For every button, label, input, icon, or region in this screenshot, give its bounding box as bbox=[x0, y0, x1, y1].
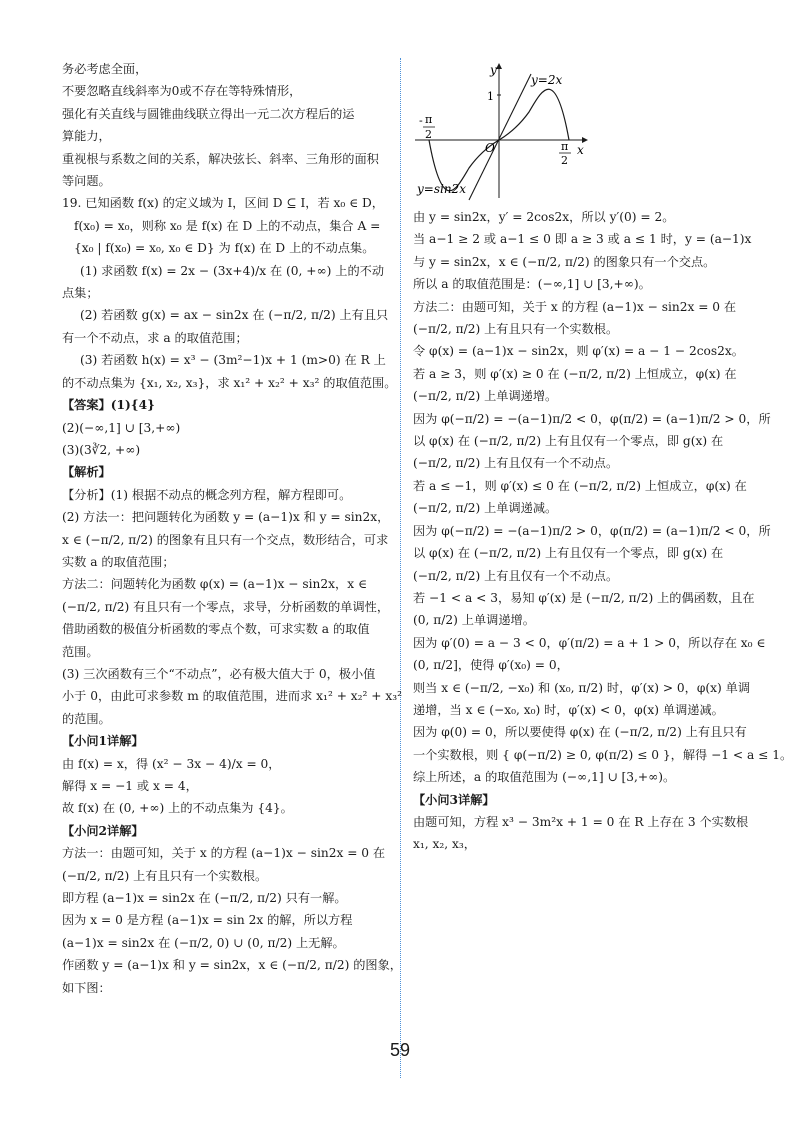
left-text-line: 务必考虑全面， bbox=[62, 62, 148, 76]
left-text-line: 重视根与系数之间的关系，解决弦长、斜率、三角形的面积 bbox=[62, 151, 379, 166]
left-text-line: 有一个不动点，求 a 的取值范围； bbox=[62, 330, 248, 345]
left-text-line: 方法一：由题可知，关于 x 的方程 (a−1)x − sin2x = 0 在 bbox=[62, 846, 386, 861]
right-text-line: 由 y = sin2x，y′ = 2cos2x，所以 y′(0) = 2。 bbox=[413, 210, 675, 224]
left-text-line: {x₀ | f(x₀) = x₀, x₀ ∈ D} 为 f(x) 在 D 上的不动点集。 bbox=[74, 241, 375, 256]
right-text-line: 因为 φ(−π/2) = −(a−1)π/2 < 0，φ(π/2) = (a−1)π/2 > 0，所 bbox=[413, 411, 771, 426]
left-text-line: (3) 若函数 h(x) = x³ − (3m²−1)x + 1 (m>0) 在 R 上 bbox=[80, 353, 386, 368]
right-text-line: 若 −1 < a < 3，易知 φ′(x) 是 (−π/2, π/2) 上的偶函数，且在 bbox=[413, 590, 755, 605]
left-text-line: 不要忽略直线斜率为0或不存在等特殊情形， bbox=[62, 84, 302, 99]
line-y2x bbox=[469, 74, 531, 200]
left-text-line: (2)(−∞,1] ∪ [3,+∞) bbox=[62, 420, 181, 435]
x-axis-label: x bbox=[577, 143, 584, 157]
right-text-line: (−π/2, π/2) 上有且只有一个实数根。 bbox=[413, 322, 619, 337]
right-text-line: (−π/2, π/2) 上有且仅有一个不动点。 bbox=[413, 456, 619, 471]
left-text-line: 解得 x = −1 或 x = 4， bbox=[62, 779, 198, 793]
neg-pi-num: π bbox=[425, 113, 433, 126]
right-text-line: (0, π/2) 上单调递增。 bbox=[413, 613, 535, 628]
right-text-line: x₁, x₂, x₃， bbox=[413, 837, 476, 852]
left-text-line: 作函数 y = (a−1)x 和 y = sin2x，x ∈ (−π/2, π/2) 的图象， bbox=[62, 958, 402, 973]
left-text-line: (1) 求函数 f(x) = 2x − (3x+4)/x 在 (0, +∞) 上的不动 bbox=[80, 263, 385, 278]
right-text-line: (−π/2, π/2) 上单调递减。 bbox=[413, 501, 558, 516]
y-axis-label: y bbox=[490, 63, 497, 77]
left-text-line: 故 f(x) 在 (0, +∞) 上的不动点集为 {4}。 bbox=[62, 801, 293, 816]
left-text-line: 【分析】(1) 根据不动点的概念列方程，解方程即可。 bbox=[62, 487, 352, 502]
right-text-line: 因为 φ′(0) = a − 3 < 0，φ′(π/2) = a + 1 > 0，所以存在 x₀ ∈ bbox=[413, 635, 766, 650]
left-text-line: 因为 x = 0 是方程 (a−1)x = sin 2x 的解，所以方程 bbox=[62, 913, 353, 928]
right-text-line: 以 φ(x) 在 (−π/2, π/2) 上有且仅有一个零点，即 g(x) 在 bbox=[413, 434, 724, 449]
left-text-line: (−π/2, π/2) 有且只有一个零点，求导，分析函数的单调性， bbox=[62, 599, 390, 614]
right-text-line: 【小问3详解】 bbox=[413, 792, 495, 807]
right-text-line: 与 y = sin2x，x ∈ (−π/2, π/2) 的图象只有一个交点。 bbox=[413, 254, 716, 269]
left-text-line: 算能力， bbox=[62, 129, 111, 144]
right-text-line: 若 a ≤ −1，则 φ′(x) ≤ 0 在 (−π/2, π/2) 上恒成立，φ(x) 在 bbox=[413, 478, 747, 493]
left-text-line: 的范围。 bbox=[62, 711, 111, 726]
left-text-line: f(x₀) = x₀，则称 x₀ 是 f(x) 在 D 上的不动点，集合 A = bbox=[74, 218, 381, 233]
right-text-line: 所以 a 的取值范围是：(−∞,1] ∪ [3,+∞)。 bbox=[413, 277, 651, 292]
right-text-line: 方法二：由题可知，关于 x 的方程 (a−1)x − sin2x = 0 在 bbox=[413, 299, 737, 314]
left-text-line: 等问题。 bbox=[62, 174, 111, 189]
left-column bbox=[62, 58, 403, 999]
tick-label-one: 1 bbox=[487, 90, 494, 103]
right-text-line: 一个实数根，则 { φ(−π/2) ≥ 0, φ(π/2) ≤ 0 }，解得 −1 < a ≤ 1。 bbox=[413, 747, 793, 762]
left-text-line: 借助函数的极值分析函数的零点个数，可求实数 a 的取值 bbox=[62, 622, 370, 637]
left-text-line: (3)(3∛2, +∞) bbox=[62, 442, 141, 457]
left-text-line: x ∈ (−π/2, π/2) 的图象有且只有一个交点，数形结合，可求 bbox=[62, 532, 389, 547]
curve-label: y=sin2x bbox=[417, 182, 466, 196]
left-text-line: 范围。 bbox=[62, 644, 99, 659]
left-text-line: 强化有关直线与圆锥曲线联立得出一元二次方程后的运 bbox=[62, 106, 355, 121]
left-text-line: 小于 0，由此可求参数 m 的取值范围，进而求 x₁² + x₂² + x₃² bbox=[62, 689, 403, 704]
right-text-line: 以 φ(x) 在 (−π/2, π/2) 上有且仅有一个零点，即 g(x) 在 bbox=[413, 546, 724, 561]
right-text-line: 因为 φ(−π/2) = −(a−1)π/2 > 0，φ(π/2) = (a−1)π/2 < 0，所 bbox=[413, 523, 771, 538]
left-text-line: (3) 三次函数有三个“不动点”，必有极大值大于 0，极小值 bbox=[62, 666, 376, 681]
pos-pi-den: 2 bbox=[561, 154, 568, 167]
left-text-line: (−π/2, π/2) 上有且只有一个实数根。 bbox=[62, 868, 268, 883]
left-text-line: 【答案】(1){4} bbox=[62, 398, 155, 413]
column-divider bbox=[400, 58, 401, 1078]
left-text-line: 由 f(x) = x，得 (x² − 3x − 4)/x = 0， bbox=[62, 756, 281, 771]
left-text-line: 【小问1详解】 bbox=[62, 734, 144, 749]
left-text-line: 如下图： bbox=[62, 980, 111, 995]
right-text-line: (−π/2, π/2) 上有且仅有一个不动点。 bbox=[413, 568, 619, 583]
right-text-line: 递增，当 x ∈ (−x₀, x₀) 时，φ′(x) < 0，φ(x) 单调递减。 bbox=[413, 702, 724, 717]
page-number: 59 bbox=[389, 1040, 411, 1060]
left-text-line: (2) 若函数 g(x) = ax − sin2x 在 (−π/2, π/2) 上有且只 bbox=[80, 308, 389, 323]
left-text-line: 19. 已知函数 f(x) 的定义域为 I，区间 D ⊆ I，若 x₀ ∈ D， bbox=[62, 196, 384, 211]
right-text-line: 由题可知，方程 x³ − 3m²x + 1 = 0 在 R 上存在 3 个实数根 bbox=[413, 814, 749, 829]
right-text-line: 若 a ≥ 3，则 φ′(x) ≥ 0 在 (−π/2, π/2) 上恒成立，φ(x) 在 bbox=[413, 366, 737, 381]
left-text-line: 方法二：问题转化为函数 φ(x) = (a−1)x − sin2x，x ∈ bbox=[62, 577, 367, 592]
left-text-line: 【小问2详解】 bbox=[62, 823, 144, 838]
line-label: y=2x bbox=[531, 73, 563, 87]
left-text-line: 点集； bbox=[62, 286, 99, 301]
left-text-line: (a−1)x = sin2x 在 (−π/2, 0) ∪ (0, π/2) 上无解。 bbox=[62, 935, 345, 950]
right-text-line: 则当 x ∈ (−π/2, −x₀) 和 (x₀, π/2) 时，φ′(x) > 0，φ(x) 单调 bbox=[413, 680, 751, 695]
right-text-line: (0, π/2]，使得 φ′(x₀) = 0， bbox=[413, 658, 569, 673]
left-text-line: 即方程 (a−1)x = sin2x 在 (−π/2, π/2) 只有一解。 bbox=[62, 891, 347, 906]
left-text-line: (2) 方法一：把问题转化为函数 y = (a−1)x 和 y = sin2x， bbox=[62, 510, 390, 525]
neg-pi-minus: - bbox=[419, 114, 423, 127]
right-text-line: 综上所述，a 的取值范围为 (−∞,1] ∪ [3,+∞)。 bbox=[413, 770, 676, 785]
left-text-line: 实数 a 的取值范围； bbox=[62, 554, 175, 569]
right-text-line: 当 a−1 ≥ 2 或 a−1 ≤ 0 即 a ≥ 3 或 a ≤ 1 时，y = (a−1)x bbox=[413, 232, 752, 247]
right-column bbox=[413, 206, 793, 856]
left-text-line: 【解析】 bbox=[62, 465, 111, 480]
left-text-line: 的不动点集为 {x₁, x₂, x₃}，求 x₁² + x₂² + x₃² 的取值范围。 bbox=[62, 375, 397, 390]
pos-pi-num: π bbox=[561, 140, 569, 153]
function-graph bbox=[413, 58, 613, 204]
neg-pi-den: 2 bbox=[425, 128, 432, 141]
right-text-line: (−π/2, π/2) 上单调递增。 bbox=[413, 389, 558, 404]
origin-label: O bbox=[485, 141, 495, 155]
right-text-line: 令 φ(x) = (a−1)x − sin2x，则 φ′(x) = a − 1 − 2cos2x。 bbox=[413, 344, 744, 359]
right-text-line: 因为 φ(0) = 0，所以要使得 φ(x) 在 (−π/2, π/2) 上有且只有 bbox=[413, 725, 747, 740]
